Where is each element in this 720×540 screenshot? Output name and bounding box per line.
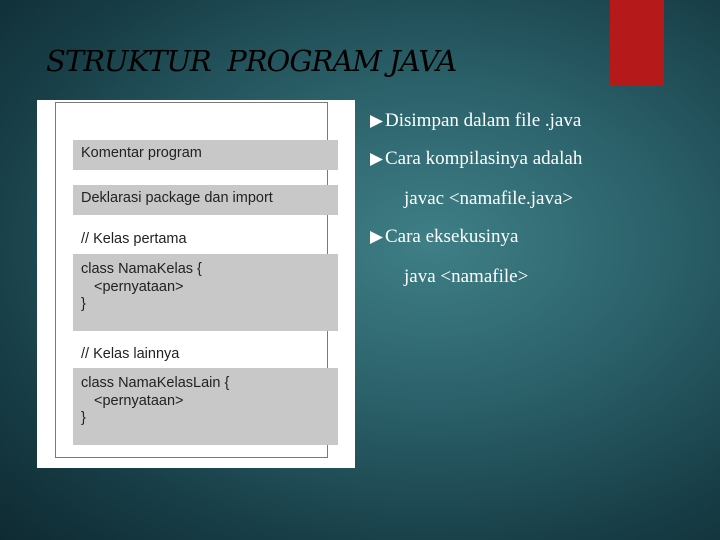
code-line: class NamaKelas { [81, 261, 202, 277]
slide-title: STRUKTUR PROGRAM JAVA [46, 44, 457, 78]
comment-box [73, 140, 338, 170]
bullet-text: Disimpan dalam file .java [385, 110, 582, 131]
first-class-box [73, 254, 338, 331]
triangle-bullet-icon [370, 231, 383, 244]
red-accent-bar [610, 0, 664, 86]
triangle-bullet-icon [370, 153, 383, 166]
code-line: class NamaKelasLain { [81, 375, 230, 391]
bullet-text: Cara kompilasinya adalah [385, 148, 583, 169]
sub-bullet-text: javac <namafile.java> [404, 188, 574, 209]
package-box-label: Deklarasi package dan import [81, 190, 273, 206]
comment-box-label: Komentar program [81, 145, 202, 161]
bullet-item [370, 148, 582, 170]
code-line: <pernyataan> [94, 392, 184, 409]
code-line: } [81, 410, 86, 426]
program-structure-figure [37, 100, 355, 468]
sub-bullet-text: java <namafile> [404, 266, 529, 287]
other-class-comment: // Kelas lainnya [81, 346, 180, 362]
bullet-item [370, 226, 518, 248]
triangle-bullet-icon [370, 115, 383, 128]
bullet-item [370, 110, 581, 132]
package-box [73, 185, 338, 215]
code-line: <pernyataan> [94, 278, 184, 295]
bullet-text: Cara eksekusinya [385, 226, 519, 247]
first-class-comment: // Kelas pertama [81, 231, 187, 247]
code-line: } [81, 296, 86, 312]
other-class-box [73, 368, 338, 445]
